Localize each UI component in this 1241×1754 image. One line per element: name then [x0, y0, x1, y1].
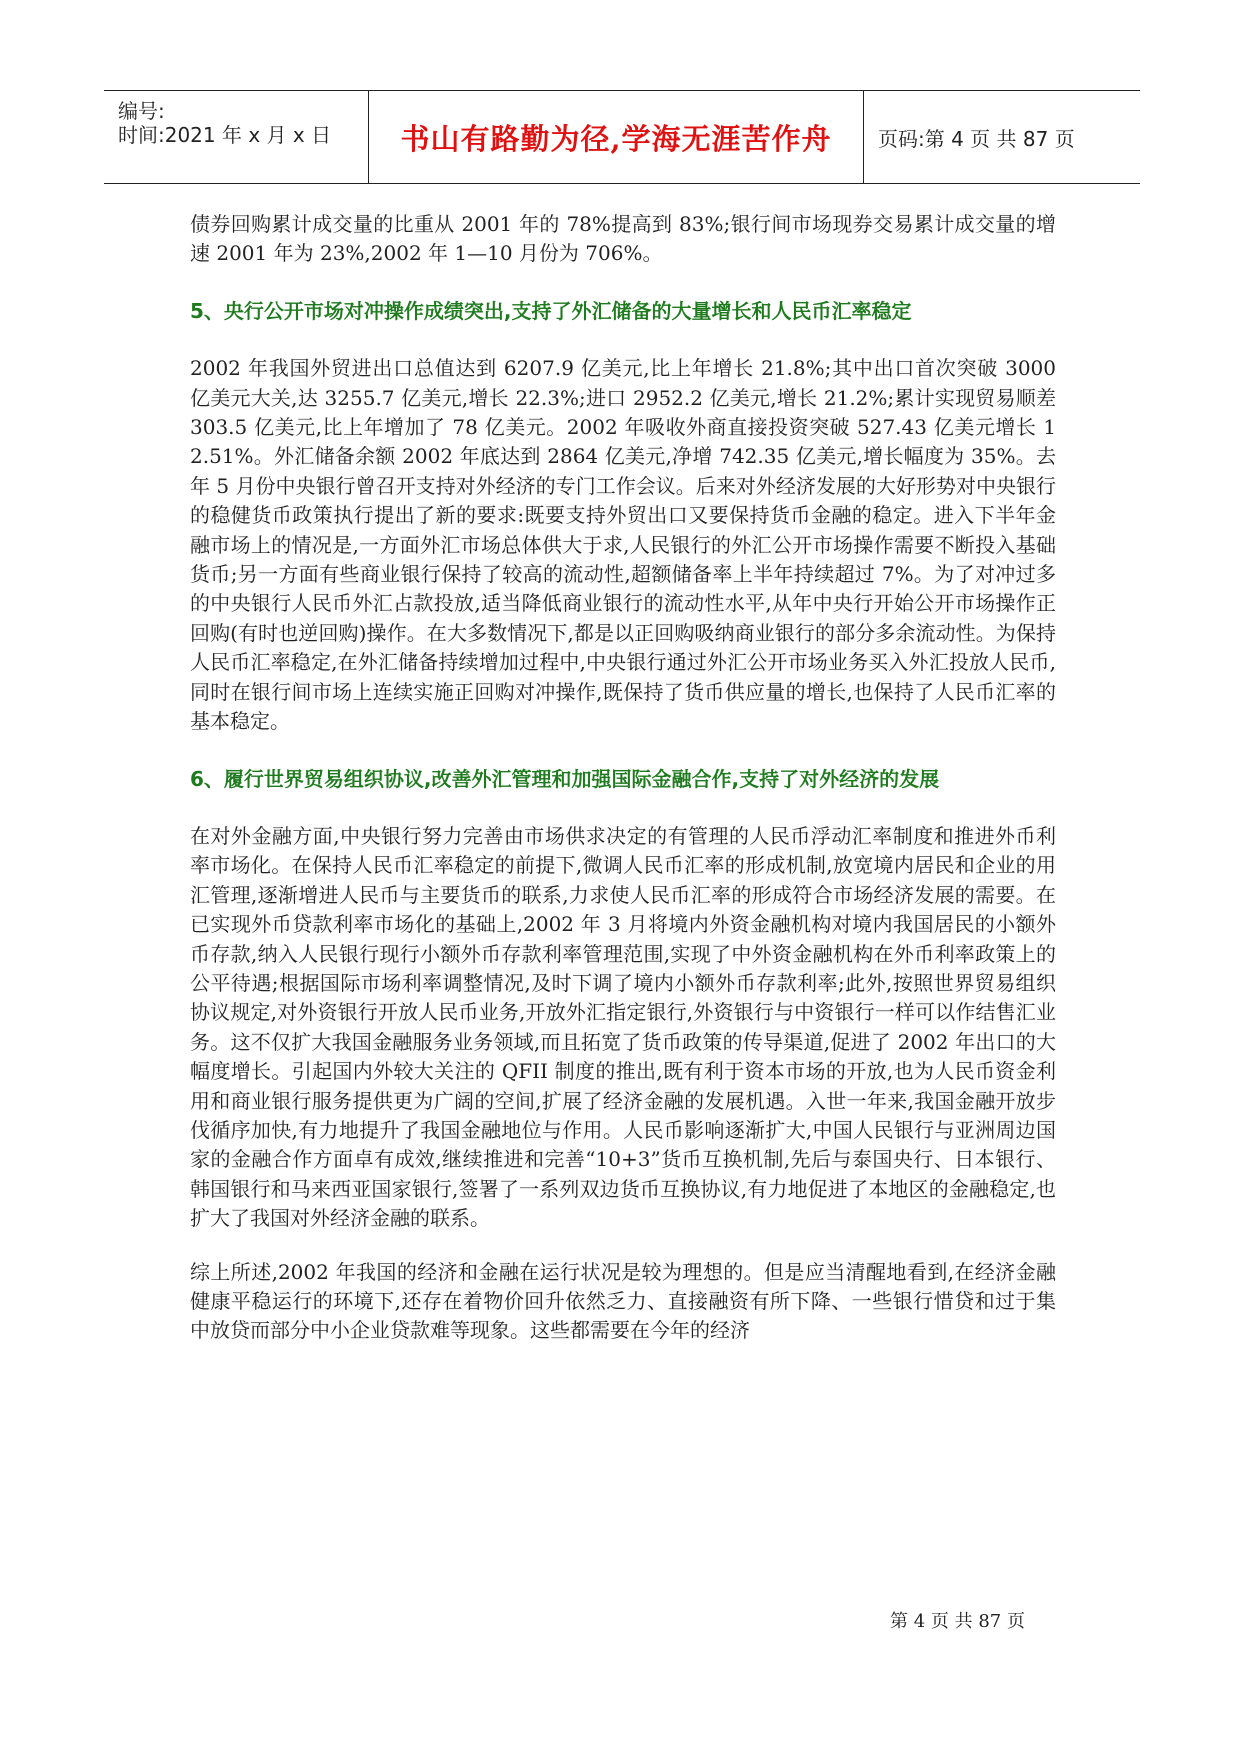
- section-5-paragraph: 2002 年我国外贸进出口总值达到 6207.9 亿美元,比上年增长 21.8%;其中出口首次突破 3000 亿美元大关,达 3255.7 亿美元,增长 22.3%;进口 2952.2 亿美元,增长 21.2%;累计实现贸易顺差 303.5 亿美元,比上年增加了 78 亿美元。2002 年吸收外商直接投资突破 527.43 亿美元增长 12.51%。外汇储备余额 2002 年底达到 2864 亿美元,净增 742.35 亿美元,增长幅度为 35%。去年 5 月份中央银行曾召开支持对外经济的专门工作会议。后来对外经济发展的大好形势对中央银行的稳健货币政策执行提出了新的要求:既要支持外贸出口又要保持货币金融的稳定。进入下半年金融市场上的情况是,一方面外汇市场总体供大于求,人民银行的外汇公开市场操作需要不断投入基础货币;另一方面有些商业银行保持了较高的流动性,超额储备率上半年持续超过 7%。为了对冲过多的中央银行人民币外汇占款投放,适当降低商业银行的流动性水平,从年中央行开始公开市场操作正回购(有时也逆回购)操作。在大多数情况下,都是以正回购吸纳商业银行的部分多余流动性。为保持人民币汇率稳定,在外汇储备持续增加过程中,中央银行通过外汇公开市场业务买入外汇投放人民币,同时在银行间市场上连续实施正回购对冲操作,既保持了货币供应量的增长,也保持了人民币汇率的基本稳定。: [190, 356, 1056, 734]
- summary-paragraph: 综上所述,2002 年我国的经济和金融在运行状况是较为理想的。但是应当清醒地看到,在经济金融健康平稳运行的环境下,还存在着物价回升依然乏力、直接融资有所下降、一些银行惜贷和过于集中放贷而部分中小企业贷款难等现象。这些都需要在今年的经济: [190, 1259, 1056, 1343]
- document-header: [104, 90, 1140, 184]
- intro-paragraph: 债券回购累计成交量的比重从 2001 年的 78%提高到 83%;银行间市场现券交易累计成交量的增速 2001 年为 23%,2002 年 1—10 月份为 706%。: [190, 212, 1056, 266]
- header-slogan-cell: [368, 91, 864, 183]
- page-footer: 第 4 页 共 87 页: [890, 1611, 1025, 1632]
- document-time-label: 时间:2021 年 x 月 x 日: [118, 123, 332, 147]
- header-meta-cell: [104, 91, 368, 183]
- section-6-heading: 6、履行世界贸易组织协议,改善外汇管理和加强国际金融合作,支持了对外经济的发展: [190, 766, 940, 791]
- header-page-code: 页码:第 4 页 共 87 页: [878, 126, 1075, 151]
- section-5-heading: 5、央行公开市场对冲操作成绩突出,支持了外汇储备的大量增长和人民币汇率稳定: [190, 298, 912, 323]
- section-6-paragraph: 在对外金融方面,中央银行努力完善由市场供求决定的有管理的人民币浮动汇率制度和推进外币利率市场化。在保持人民币汇率稳定的前提下,微调人民币汇率的形成机制,放宽境内居民和企业的用汇管理,逐渐增进人民币与主要货币的联系,力求使人民币汇率的形成符合市场经济发展的需要。在已实现外币贷款利率市场化的基础上,2002 年 3 月将境内外资金融机构对境内我国居民的小额外币存款,纳入人民银行现行小额外币存款利率管理范围,实现了中外资金融机构在外币利率政策上的公平待遇;根据国际市场利率调整情况,及时下调了境内小额外币存款利率;此外,按照世界贸易组织协议规定,对外资银行开放人民币业务,开放外汇指定银行,外资银行与中资银行一样可以作结售汇业务。这不仅扩大我国金融服务业务领域,而且拓宽了货币政策的传导渠道,促进了 2002 年出口的大幅度增长。引起国内外较大关注的 QFII 制度的推出,既有利于资本市场的开放,也为人民币资金利用和商业银行服务提供更为广阔的空间,扩展了经济金融的发展机遇。入世一年来,我国金融开放步伐循序加快,有力地提升了我国金融地位与作用。人民币影响逐渐扩大,中国人民银行与亚洲周边国家的金融合作方面卓有成效,继续推进和完善“10+3”货币互换机制,先后与泰国央行、日本银行、韩国银行和马来西亚国家银行,签署了一系列双边货币互换协议,有力地促进了本地区的金融稳定,也扩大了我国对外经济金融的联系。: [190, 823, 1056, 1231]
- header-slogan: 书山有路勤为径,学海无涯苦作舟: [400, 121, 832, 156]
- header-page-cell: [864, 91, 1140, 183]
- document-number-label: 编号:: [118, 99, 165, 123]
- document-body: [190, 210, 1056, 1346]
